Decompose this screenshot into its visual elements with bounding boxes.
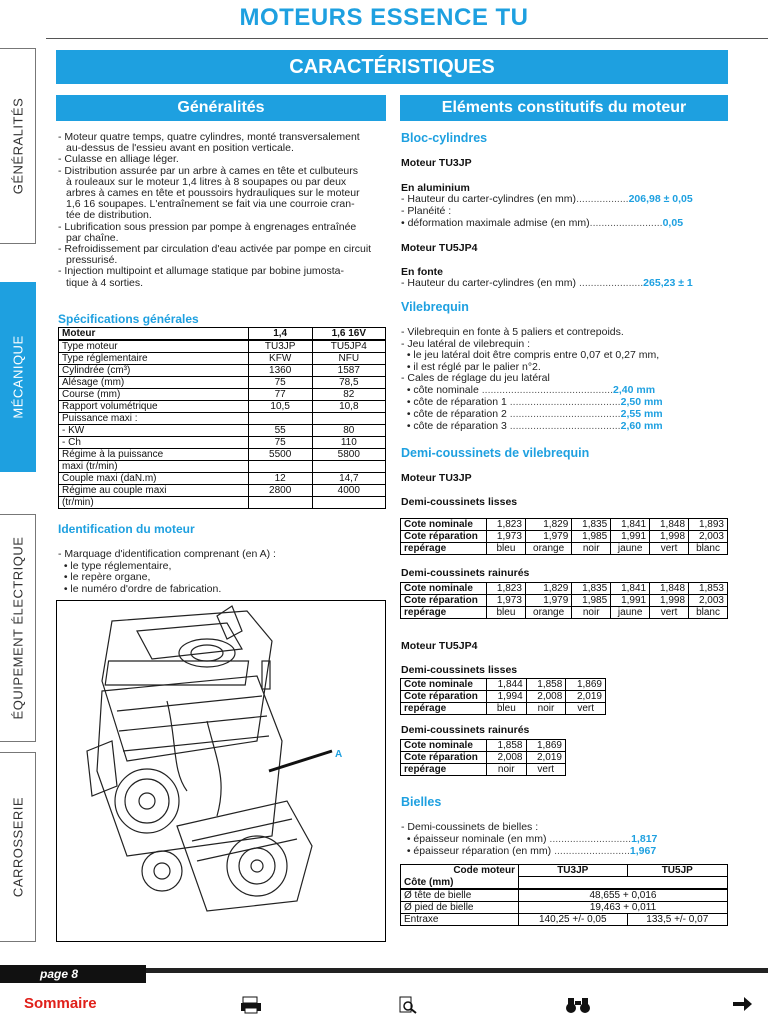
spec-row bbox=[59, 473, 386, 485]
table-cell: 1,829 bbox=[525, 583, 571, 595]
generalites-line: - Refroidissement par circulation d'eau activée par pompe en circuit bbox=[58, 243, 372, 255]
binoculars-icon[interactable] bbox=[565, 996, 591, 1019]
spec-cell: Couple maxi (daN.m) bbox=[59, 473, 249, 485]
table-cell: noir bbox=[572, 543, 611, 555]
generalites-line: 1,6 16 soupapes. L'entraînement se fait via une courroie cran- bbox=[66, 198, 355, 211]
search-page-icon[interactable] bbox=[398, 996, 418, 1019]
table-cell: 1,973 bbox=[487, 531, 526, 543]
banner: CARACTÉRISTIQUES bbox=[56, 50, 728, 84]
table-cell: 1,823 bbox=[487, 519, 526, 531]
vil-line: • il est réglé par le palier n°2. bbox=[401, 360, 541, 373]
table-cell: 1,858 bbox=[526, 679, 566, 691]
table-row bbox=[401, 607, 728, 619]
table-cell: 1,848 bbox=[650, 519, 689, 531]
table-cell: blanc bbox=[689, 543, 728, 555]
table-row bbox=[401, 679, 606, 691]
table-cell: 1,985 bbox=[572, 595, 611, 607]
spec-cell: - KW bbox=[59, 425, 249, 437]
table-cell: 1,979 bbox=[525, 531, 571, 543]
section-generalites: Généralités bbox=[56, 95, 386, 121]
table-cell: 2,019 bbox=[566, 691, 606, 703]
vil-title: Vilebrequin bbox=[401, 300, 469, 314]
table-cell: 1,985 bbox=[572, 531, 611, 543]
spec-table: Moteur 1,4 1,6 16V Type moteur TU3JP TU5JP4 Type réglementaire KFW NFU Cylindrée (cm³) 1360 1587 Alésage (mm) 75 78,5 Course (mm) 77 82 Rapport volumétrique 10,5 10,8 Puissance maxi : - KW 55 80 - Ch 75 110 Régime à la puissance 5500 5800 maxi (tr/min) Couple maxi (daN.m) 12 14,7 Régime au couple maxi 2800 4000 (tr/min) bbox=[58, 327, 386, 509]
generalites-line: - Lubrification sous pression par pompe à engrenages entraînée bbox=[58, 220, 357, 233]
print-icon[interactable] bbox=[240, 996, 262, 1019]
vil-line: • le jeu latéral doit être compris entre 0,07 et 0,27 mm, bbox=[401, 349, 660, 362]
sommaire-link[interactable]: Sommaire bbox=[24, 995, 97, 1012]
rainures-label2: Demi-coussinets rainurés bbox=[401, 724, 530, 736]
table-cell: 2,003 bbox=[689, 595, 728, 607]
tu5-label2: Moteur TU5JP4 bbox=[401, 640, 478, 652]
ident-title: Identification du moteur bbox=[58, 522, 195, 536]
table-cell: 1,998 bbox=[650, 595, 689, 607]
spec-row bbox=[59, 449, 386, 461]
ident-line: • le type réglementaire, bbox=[58, 559, 172, 572]
table-cell: 2,019 bbox=[526, 752, 566, 764]
table-row bbox=[401, 583, 728, 595]
generalites-line: - Injection multipoint et allumage statique par bobine jumosta- bbox=[58, 265, 344, 278]
spec-row bbox=[59, 485, 386, 497]
table-cell: Cote réparation bbox=[401, 531, 487, 543]
table-cell: 1,979 bbox=[525, 595, 571, 607]
spec-cell bbox=[248, 413, 312, 425]
spec-cell: Alésage (mm) bbox=[59, 377, 249, 389]
table-cell: Cote nominale bbox=[401, 519, 487, 531]
bielles-table: Code moteur TU3JP TU5JP Côte (mm) Ø tête de bielle 48,655 + 0,016 Ø pied de bielle 19,463 + 0,011 Entraxe 140,25 +/- 0,05 133,5 +/- 0,07 bbox=[400, 864, 728, 926]
table-row bbox=[401, 691, 606, 703]
table-cell: noir bbox=[487, 764, 527, 776]
spec-cell: maxi (tr/min) bbox=[59, 461, 249, 473]
table-cell: 2,008 bbox=[487, 752, 527, 764]
generalites-line: à rouleaux sur le moteur 1,4 litres à 8 soupapes ou par deux bbox=[66, 175, 347, 188]
spec-cell: Type moteur bbox=[59, 340, 249, 353]
bloc-line2: - Planéité : bbox=[401, 205, 452, 217]
table-cell: 1,893 bbox=[689, 519, 728, 531]
spec-cell: 14,7 bbox=[312, 473, 385, 485]
spec-row bbox=[59, 401, 386, 413]
table-cell: 1,869 bbox=[566, 679, 606, 691]
table-lisses-tu5 bbox=[400, 678, 606, 715]
table-cell: vert bbox=[650, 543, 689, 555]
lisses-label2: Demi-coussinets lisses bbox=[401, 664, 518, 676]
table-row bbox=[401, 595, 728, 607]
table-cell: orange bbox=[525, 543, 571, 555]
generalites-line: par chaîne. bbox=[66, 231, 119, 244]
spec-cell bbox=[312, 461, 385, 473]
engine-figure bbox=[56, 600, 386, 942]
generalites-line: - Culasse en alliage léger. bbox=[58, 153, 179, 166]
table-row bbox=[401, 740, 566, 752]
spec-cell: 1360 bbox=[248, 365, 312, 377]
table-cell: Cote réparation bbox=[401, 752, 487, 764]
table-cell: 1,991 bbox=[611, 595, 650, 607]
bielles-value-row: • épaisseur réparation (en mm) ..........................1,967 bbox=[401, 845, 657, 857]
spec-cell: 110 bbox=[312, 437, 385, 449]
tab-mecanique[interactable]: MÉCANIQUE bbox=[0, 282, 36, 472]
next-arrow-icon[interactable] bbox=[733, 996, 753, 1017]
table-row bbox=[401, 531, 728, 543]
table-cell: 2,008 bbox=[526, 691, 566, 703]
spec-cell: 5500 bbox=[248, 449, 312, 461]
table-cell: Cote réparation bbox=[401, 691, 487, 703]
spec-cell: 80 bbox=[312, 425, 385, 437]
section-elements: Eléments constitutifs du moteur bbox=[400, 95, 728, 121]
header-rule bbox=[46, 38, 768, 39]
spec-row bbox=[59, 389, 386, 401]
spec-cell: 77 bbox=[248, 389, 312, 401]
bloc-line3: • déformation maximale admise (en mm).........................0,05 bbox=[401, 217, 684, 229]
table-cell: blanc bbox=[689, 607, 728, 619]
vil-value-row: • côte de réparation 1 ......................................2,50 mm bbox=[401, 396, 663, 408]
ident-line: • le repère organe, bbox=[58, 571, 151, 583]
bielles-value-row: • épaisseur nominale (en mm) ............................1,817 bbox=[401, 833, 658, 845]
table-cell: noir bbox=[526, 703, 566, 715]
generalites-line: tique à 4 sorties. bbox=[66, 276, 144, 289]
table-cell: repérage bbox=[401, 607, 487, 619]
spec-row bbox=[59, 340, 386, 353]
spec-title: Spécifications générales bbox=[58, 312, 199, 326]
table-cell: Cote nominale bbox=[401, 679, 487, 691]
vil-line: - Vilebrequin en fonte à 5 paliers et contrepoids. bbox=[401, 326, 624, 338]
vil-value-row: • côte nominale .............................................2,40 mm bbox=[401, 384, 656, 396]
engine-illustration bbox=[57, 601, 385, 941]
rainures-label: Demi-coussinets rainurés bbox=[401, 567, 530, 579]
spec-cell bbox=[248, 461, 312, 473]
page-number: page 8 bbox=[0, 965, 146, 983]
spec-cell: (tr/min) bbox=[59, 497, 249, 509]
tab-generalites[interactable]: GÉNÉRALITÉS bbox=[0, 48, 36, 244]
vil-line: - Cales de réglage du jeu latéral bbox=[401, 372, 550, 385]
tab-carrosserie[interactable]: CARROSSERIE bbox=[0, 752, 36, 942]
tab-equipement-electrique[interactable]: ÉQUIPEMENT ÉLECTRIQUE bbox=[0, 514, 36, 742]
spec-cell: 1587 bbox=[312, 365, 385, 377]
vil-line: - Jeu latéral de vilebrequin : bbox=[401, 337, 530, 350]
fonte-label: En fonte bbox=[401, 266, 443, 278]
bielles-title: Bielles bbox=[401, 795, 442, 809]
table-cell: 1,841 bbox=[611, 583, 650, 595]
bielles-line1: - Demi-coussinets de bielles : bbox=[401, 821, 539, 833]
table-cell: bleu bbox=[487, 607, 526, 619]
table-cell: 1,823 bbox=[487, 583, 526, 595]
table-cell: Cote nominale bbox=[401, 740, 487, 752]
generalites-line: arbres à cames en tête et poussoirs hydrauliques sur le moteur bbox=[66, 187, 360, 199]
lisses-label: Demi-coussinets lisses bbox=[401, 496, 518, 508]
table-row bbox=[401, 764, 566, 776]
generalites-line: au-dessus de l'essieu avant en position verticale. bbox=[66, 142, 294, 155]
spec-cell: TU5JP4 bbox=[312, 340, 385, 353]
demi-title: Demi-coussinets de vilebrequin bbox=[401, 446, 590, 460]
table-cell: 1,853 bbox=[689, 583, 728, 595]
table-cell: 1,829 bbox=[525, 519, 571, 531]
bloc-title: Bloc-cylindres bbox=[401, 131, 488, 145]
vil-value-row: • côte de réparation 2 ......................................2,55 mm bbox=[401, 408, 663, 420]
table-cell: 1,835 bbox=[572, 519, 611, 531]
table-cell: 1,841 bbox=[611, 519, 650, 531]
spec-row bbox=[59, 353, 386, 365]
generalites-line: pressurisé. bbox=[66, 254, 118, 267]
generalites-line: - Distribution assurée par un arbre à cames en tête et culbuteurs bbox=[58, 164, 358, 177]
tu3-label2: Moteur TU3JP bbox=[401, 472, 472, 484]
spec-row bbox=[59, 365, 386, 377]
table-cell: Cote nominale bbox=[401, 583, 487, 595]
table-cell: vert bbox=[566, 703, 606, 715]
generalites-line: - Moteur quatre temps, quatre cylindres, monté transversalement bbox=[58, 131, 360, 143]
spec-cell: Type réglementaire bbox=[59, 353, 249, 365]
spec-row bbox=[59, 437, 386, 449]
spec-cell: Régime au couple maxi bbox=[59, 485, 249, 497]
spec-cell: 5800 bbox=[312, 449, 385, 461]
spec-cell: Puissance maxi : bbox=[59, 413, 249, 425]
table-cell: 1,844 bbox=[487, 679, 527, 691]
table-cell: 2,003 bbox=[689, 531, 728, 543]
table-cell: Cote réparation bbox=[401, 595, 487, 607]
spec-cell: 75 bbox=[248, 437, 312, 449]
table-cell: bleu bbox=[487, 543, 526, 555]
spec-cell: Course (mm) bbox=[59, 389, 249, 401]
ident-line: • le numéro d'ordre de fabrication. bbox=[58, 582, 222, 595]
tu5-label: Moteur TU5JP4 bbox=[401, 242, 478, 254]
table-cell: noir bbox=[572, 607, 611, 619]
spec-cell: 82 bbox=[312, 389, 385, 401]
spec-cell bbox=[248, 497, 312, 509]
table-rainures-tu5 bbox=[400, 739, 566, 776]
table-row bbox=[401, 752, 566, 764]
spec-cell: 75 bbox=[248, 377, 312, 389]
spec-cell: 4000 bbox=[312, 485, 385, 497]
table-cell: 1,973 bbox=[487, 595, 526, 607]
tu3-label: Moteur TU3JP bbox=[401, 157, 472, 169]
table-cell: orange bbox=[525, 607, 571, 619]
table-cell: 1,998 bbox=[650, 531, 689, 543]
spec-cell: - Ch bbox=[59, 437, 249, 449]
generalites-line: tée de distribution. bbox=[66, 209, 152, 222]
spec-cell: 55 bbox=[248, 425, 312, 437]
table-cell: vert bbox=[650, 607, 689, 619]
spec-cell: 12 bbox=[248, 473, 312, 485]
ident-line: - Marquage d'identification comprenant (en A) : bbox=[58, 548, 276, 560]
spec-cell: NFU bbox=[312, 353, 385, 365]
table-row bbox=[401, 703, 606, 715]
table-row bbox=[401, 519, 728, 531]
table-row bbox=[401, 543, 728, 555]
bloc-line4: - Hauteur du carter-cylindres (en mm) ......................265,23 ± 1 bbox=[401, 277, 693, 289]
spec-cell: KFW bbox=[248, 353, 312, 365]
spec-row bbox=[59, 377, 386, 389]
spec-cell: Régime à la puissance bbox=[59, 449, 249, 461]
spec-row bbox=[59, 413, 386, 425]
table-cell: 1,994 bbox=[487, 691, 527, 703]
table-lisses-tu3 bbox=[400, 518, 728, 555]
spec-cell: 10,5 bbox=[248, 401, 312, 413]
spec-cell: 78,5 bbox=[312, 377, 385, 389]
vil-value-row: • côte de réparation 3 ......................................2,60 mm bbox=[401, 420, 663, 432]
spec-row bbox=[59, 497, 386, 509]
spec-cell bbox=[312, 413, 385, 425]
table-cell: 1,991 bbox=[611, 531, 650, 543]
spec-row bbox=[59, 461, 386, 473]
table-rainures-tu3 bbox=[400, 582, 728, 619]
spec-cell: Rapport volumétrique bbox=[59, 401, 249, 413]
table-cell: 1,869 bbox=[526, 740, 566, 752]
spec-cell: 2800 bbox=[248, 485, 312, 497]
table-cell: bleu bbox=[487, 703, 527, 715]
alu-label: En aluminium bbox=[401, 182, 470, 194]
table-cell: repérage bbox=[401, 764, 487, 776]
table-cell: repérage bbox=[401, 543, 487, 555]
spec-row bbox=[59, 425, 386, 437]
bloc-line1: - Hauteur du carter-cylindres (en mm)..................206,98 ± 0,05 bbox=[401, 193, 693, 205]
table-cell: jaune bbox=[611, 543, 650, 555]
fig-label-a: A bbox=[335, 749, 343, 760]
table-cell: repérage bbox=[401, 703, 487, 715]
table-cell: 1,835 bbox=[572, 583, 611, 595]
table-cell: 1,848 bbox=[650, 583, 689, 595]
table-cell: 1,858 bbox=[487, 740, 527, 752]
table-cell: jaune bbox=[611, 607, 650, 619]
table-cell: vert bbox=[526, 764, 566, 776]
spec-cell bbox=[312, 497, 385, 509]
page-title: MOTEURS ESSENCE TU bbox=[239, 4, 529, 31]
spec-cell: TU3JP bbox=[248, 340, 312, 353]
spec-cell: Cylindrée (cm³) bbox=[59, 365, 249, 377]
spec-cell: 10,8 bbox=[312, 401, 385, 413]
